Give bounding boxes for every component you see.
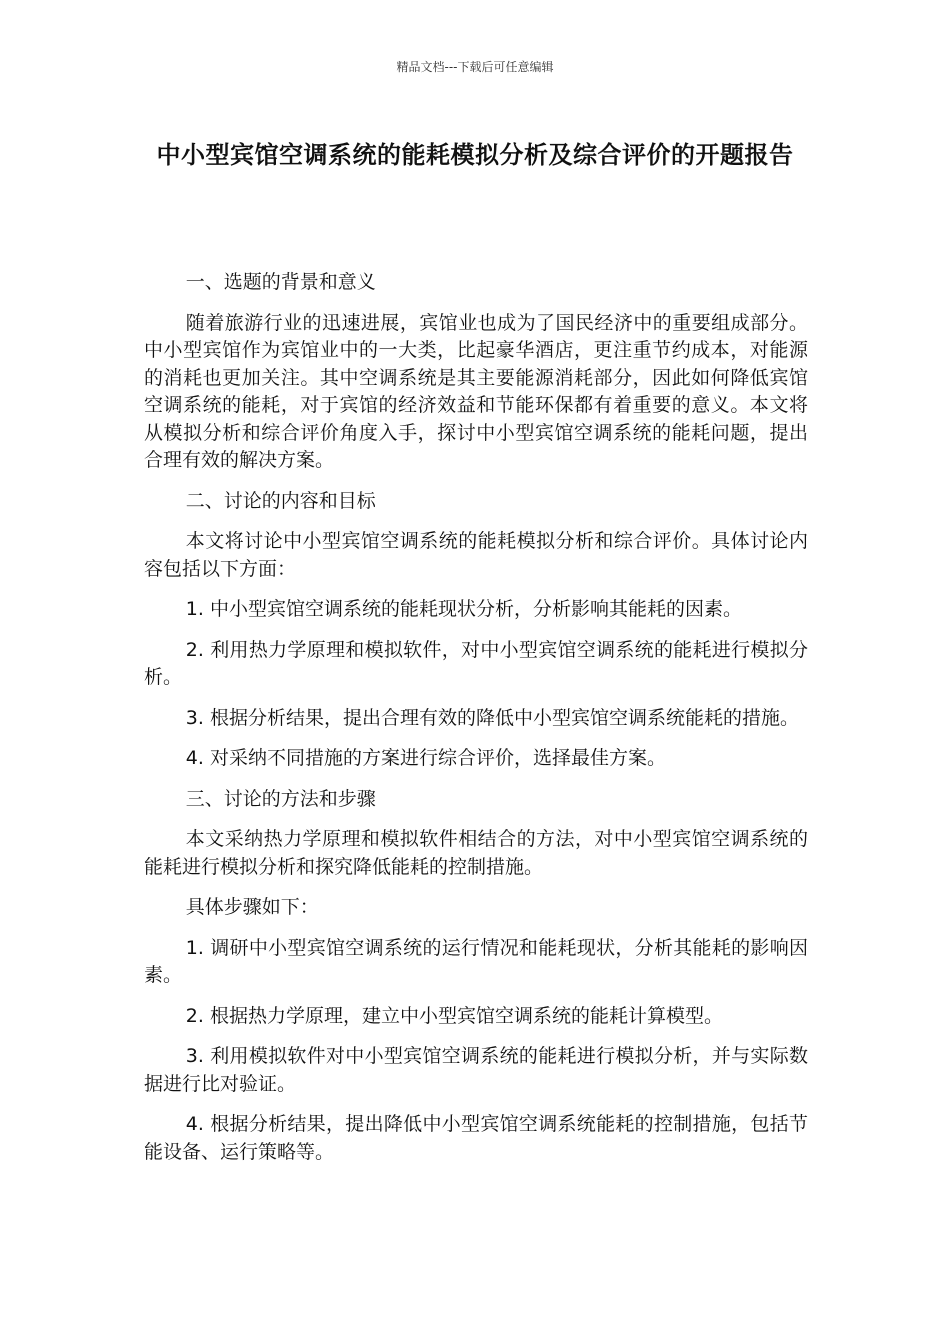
list-item-step-2: 2. 根据热力学原理，建立中小型宾馆空调系统的能耗计算模型。 xyxy=(185,1004,723,1027)
paragraph-method-intro: 本文采纳热力学原理和模拟软件相结合的方法，对中小型宾馆空调系统的能耗进行模拟分析和探究降低能耗的控制措施。 xyxy=(144,828,808,878)
list-item-content-3: 3. 根据分析结果，提出合理有效的降低中小型宾馆空调系统能耗的措施。 xyxy=(185,706,799,729)
list-item-content-1: 1. 中小型宾馆空调系统的能耗现状分析，分析影响其能耗的因素。 xyxy=(185,598,742,620)
section-heading-method: 三、讨论的方法和步骤 xyxy=(185,787,376,810)
document-body xyxy=(144,269,808,1179)
list-item-step-4: 4. 根据分析结果，提出降低中小型宾馆空调系统能耗的控制措施，包括节能设备、运行策略等。 xyxy=(144,1113,808,1163)
header-note: 精品文档---下载后可任意编辑 xyxy=(396,60,554,74)
list-item-step-3: 3. 利用模拟软件对中小型宾馆空调系统的能耗进行模拟分析，并与实际数据进行比对验证。 xyxy=(144,1045,808,1095)
paragraph-background: 随着旅游行业的迅速进展，宾馆业也成为了国民经济中的重要组成部分。中小型宾馆作为宾馆业中的一大类，比起豪华酒店，更注重节约成本，对能源的消耗也更加关注。其中空调系统是其主要能源消耗部分，因此如何降低宾馆空调系统的能耗，对于宾馆的经济效益和节能环保都有着重要的意义。本文将从模拟分析和综合评价角度入手，探讨中小型宾馆空调系统的能耗问题，提出合理有效的解决方案。 xyxy=(144,311,808,471)
list-item-content-4: 4. 对采纳不同措施的方案进行综合评价，选择最佳方案。 xyxy=(185,747,666,769)
document-title: 中小型宾馆空调系统的能耗模拟分析及综合评价的开题报告 xyxy=(156,141,794,169)
paragraph-steps-intro: 具体步骤如下： xyxy=(185,896,319,918)
section-heading-content: 二、讨论的内容和目标 xyxy=(185,489,376,512)
list-item-step-1: 1. 调研中小型宾馆空调系统的运行情况和能耗现状，分析其能耗的影响因素。 xyxy=(144,936,808,986)
section-heading-background: 一、选题的背景和意义 xyxy=(185,271,376,293)
paragraph-content-intro: 本文将讨论中小型宾馆空调系统的能耗模拟分析和综合评价。具体讨论内容包括以下方面： xyxy=(144,530,808,580)
list-item-content-2: 2. 利用热力学原理和模拟软件，对中小型宾馆空调系统的能耗进行模拟分析。 xyxy=(144,638,808,688)
